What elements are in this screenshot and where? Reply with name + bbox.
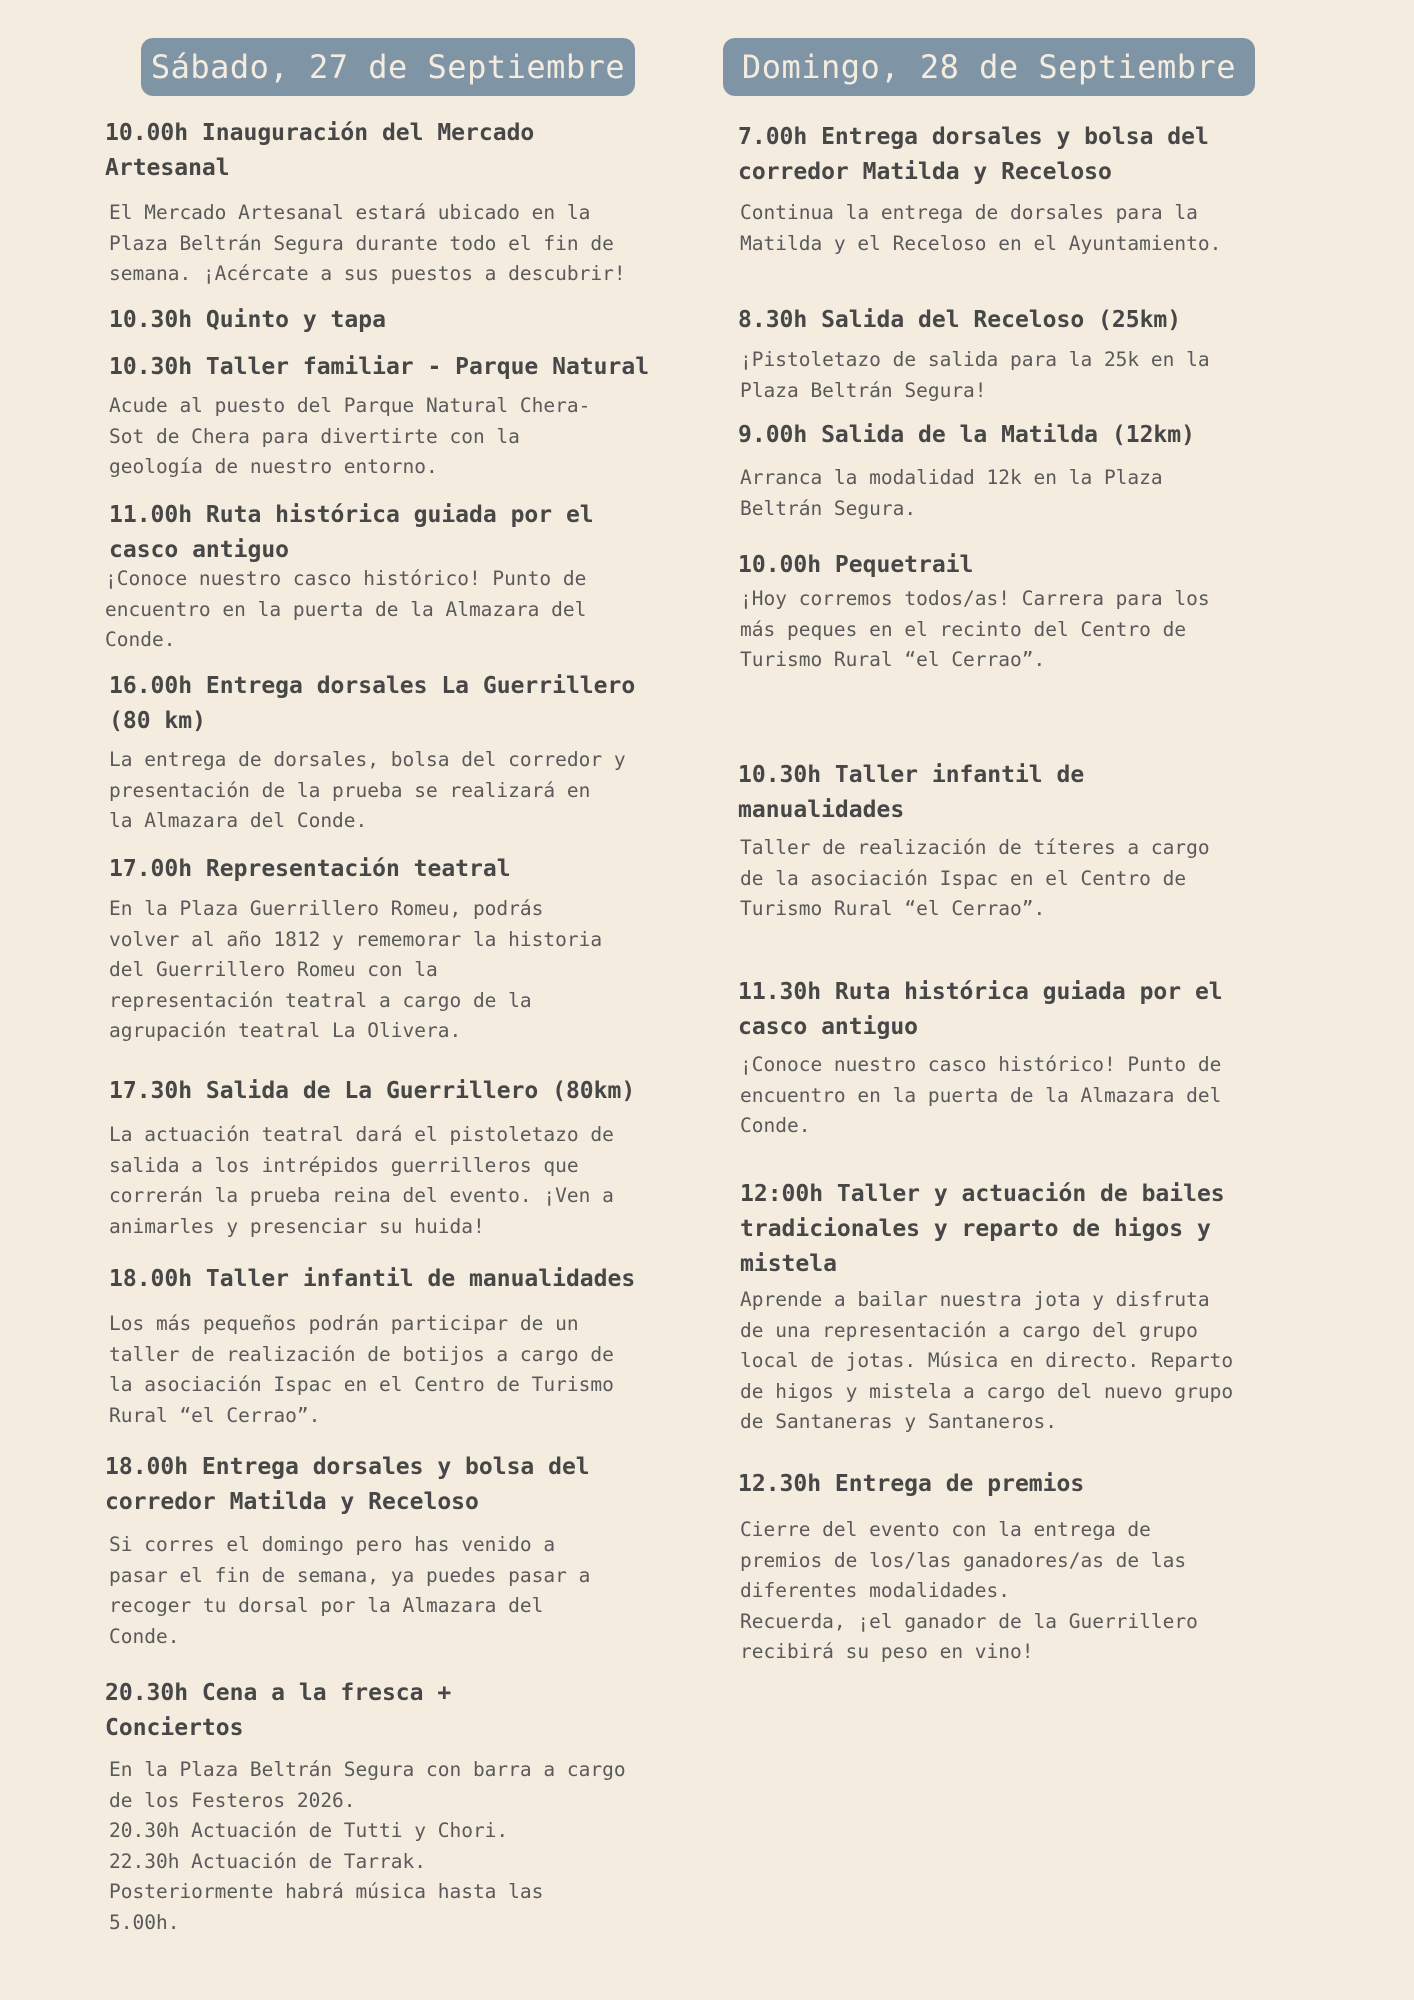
sat-event-title: 10.30h Quinto y tapa — [109, 307, 386, 333]
sat-event-desc: En la Plaza Guerrillero Romeu, podrás volver al año 1812 y rememorar la historia del Guerrillero Romeu con la representación teatral a cargo de la agrupación teatral La Olivera. — [109, 897, 603, 1042]
sat-event-title: 10.30h Taller familiar - Parque Natural — [109, 354, 650, 380]
sun-event-title: 9.00h Salida de la Matilda (12km) — [738, 422, 1195, 448]
sat-event-title: 18.00h Taller infantil de manualidades — [109, 1266, 636, 1292]
sun-event-title: 8.30h Salida del Receloso (25km) — [738, 307, 1182, 333]
sun-event-desc: Aprende a bailar nuestra jota y disfruta de una representación a cargo del grupo local de jotas. Música en directo. Reparto de higos y mistela a cargo del nuevo grupo de Santaneras y Santaneros. — [740, 1288, 1234, 1433]
sat-event-desc: La entrega de dorsales, bolsa del corredor y presentación de la prueba se realizará en la Almazara del Conde. — [109, 748, 626, 832]
sat-event-title: 10.00h Inauguración del Mercado Artesanal — [105, 120, 535, 181]
sat-event-title: 16.00h Entrega dorsales La Guerrillero (80 km) — [109, 673, 636, 734]
sat-event-title: 11.00h Ruta histórica guiada por el casco antiguo — [109, 502, 594, 563]
sun-event-title: 11.30h Ruta histórica guiada por el casco antiguo — [738, 979, 1223, 1040]
sat-event-title: 17.30h Salida de La Guerrillero (80km) — [109, 1078, 636, 1104]
sat-event-title: 18.00h Entrega dorsales y bolsa del corredor Matilda y Receloso — [105, 1454, 590, 1515]
sat-event-desc: El Mercado Artesanal estará ubicado en la Plaza Beltrán Segura durante todo el fin de semana. ¡Acércate a sus puestos a descubrir! — [109, 201, 626, 285]
sun-event-desc: ¡Hoy corremos todos/as! Carrera para los más peques en el recinto del Centro de Turismo Rural “el Cerrao”. — [740, 587, 1210, 671]
sat-event-desc: Los más pequeños podrán participar de un taller de realización de botijos a cargo de la asociación Ispac en el Centro de Turismo Rural “el Cerrao”. — [109, 1312, 614, 1427]
sunday-header: Domingo, 28 de Septiembre — [723, 38, 1255, 96]
sun-event-title: 10.30h Taller infantil de manualidades — [738, 762, 1085, 823]
sun-event-desc: ¡Pistoletazo de salida para la 25k en la Plaza Beltrán Segura! — [740, 348, 1210, 402]
sat-event-desc: ¡Conoce nuestro casco histórico! Punto de encuentro en la puerta de la Almazara del Conde. — [105, 567, 587, 651]
sun-event-desc: ¡Conoce nuestro casco histórico! Punto de encuentro en la puerta de la Almazara del Conde. — [740, 1053, 1222, 1137]
sat-event-desc: En la Plaza Beltrán Segura con barra a cargo de los Festeros 2026. 20.30h Actuación de Tutti y Chori. 22.30h Actuación de Tarrak. Posteriormente habrá música hasta las 5.00h. — [109, 1758, 626, 1934]
sat-event-title: 17.00h Representación teatral — [109, 856, 511, 882]
sun-event-desc: Arranca la modalidad 12k en la Plaza Beltrán Segura. — [740, 466, 1163, 520]
sun-event-desc: Cierre del evento con la entrega de premios de los/las ganadores/as de las diferentes modalidades. Recuerda, ¡el ganador de la Guerrillero recibirá su peso en vino! — [740, 1518, 1198, 1663]
sat-event-desc: Si corres el domingo pero has venido a pasar el fin de semana, ya puedes pasar a recoger tu dorsal por la Almazara del Conde. — [109, 1533, 591, 1648]
sat-event-desc: La actuación teatral dará el pistoletazo de salida a los intrépidos guerrilleros que correrán la prueba reina del evento. ¡Ven a animarles y presenciar su huida! — [109, 1123, 614, 1238]
sun-event-desc: Taller de realización de títeres a cargo de la asociación Ispac en el Centro de Turismo Rural “el Cerrao”. — [740, 836, 1210, 920]
sun-event-title: 10.00h Pequetrail — [738, 552, 974, 578]
sat-event-title: 20.30h Cena a la fresca + Conciertos — [105, 1680, 452, 1741]
sun-event-desc: Continua la entrega de dorsales para la Matilda y el Receloso en el Ayuntamiento. — [740, 201, 1222, 255]
sun-event-title: 12.30h Entrega de premios — [738, 1471, 1085, 1497]
sun-event-title: 12:00h Taller y actuación de bailes tradicionales y reparto de higos y mistela — [740, 1181, 1225, 1277]
sun-event-title: 7.00h Entrega dorsales y bolsa del corredor Matilda y Receloso — [738, 124, 1209, 185]
saturday-header: Sábado, 27 de Septiembre — [141, 38, 635, 96]
sat-event-desc: Acude al puesto del Parque Natural Chera- Sot de Chera para divertirte con la geología de nuestro entorno. — [109, 394, 591, 478]
